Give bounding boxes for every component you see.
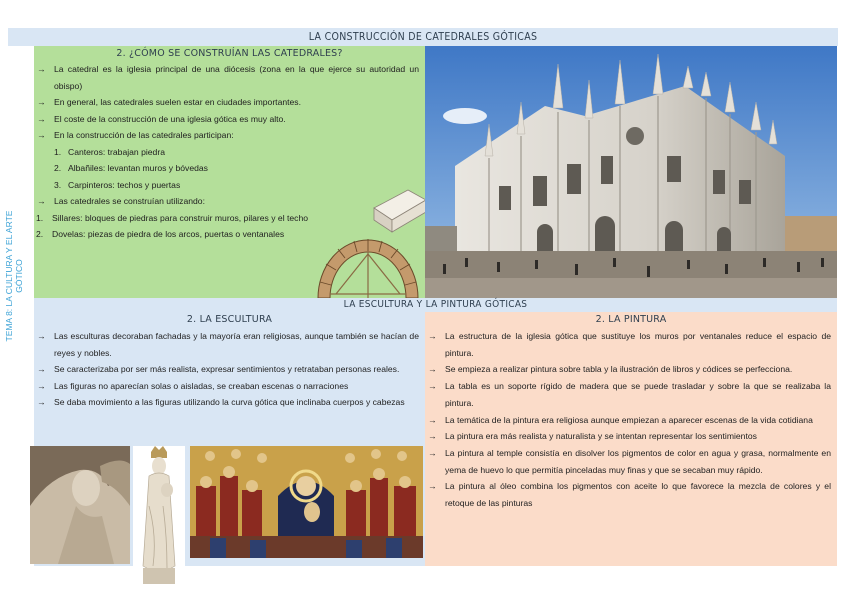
construction-title: 2. ¿CÓMO SE CONSTRUÍAN LAS CATEDRALES? (116, 48, 343, 59)
list-item: → La catedral es la iglesia principal de una diócesis (zona en la que ejerce su autoridad un obispo) (37, 64, 419, 91)
list-item: → En la construcción de las catedrales participan: (37, 130, 234, 140)
list-item: → La pintura era más realista y naturalista y se intentan representar los sentimientos (428, 431, 757, 442)
material-item: 2. Dovelas: piezas de piedra de los arcos, puertas o ventanales (36, 229, 285, 239)
list-item: → Las catedrales se construían utilizando: (37, 196, 205, 206)
list-item: → Se empieza a realizar pintura sobre tabla y la ilustración de libros y códices se perfecciona. (428, 364, 793, 375)
section-title-band (34, 298, 837, 312)
list-item: → La estructura de la iglesia gótica que sustituye los muros por ventanales reduce el espacio de pintura. (428, 331, 831, 358)
sculpture-title: 2. LA ESCULTURA (186, 314, 273, 325)
material-item: 1. Sillares: bloques de piedras para construir muros, pilares y el techo (36, 212, 309, 223)
page-title: LA CONSTRUCCIÓN DE CATEDRALES GÓTICAS (308, 31, 538, 43)
painting-title: 2. LA PINTURA (595, 314, 667, 325)
worker-item: 3. Carpinteros: techos y puertas (54, 179, 181, 190)
construction-panel (34, 46, 425, 298)
worker-item: 1. Canteros: trabajan piedra (54, 146, 165, 157)
list-item: → El coste de la construcción de una iglesia gótica es muy alto. (37, 113, 286, 124)
list-item: → Las esculturas decoraban fachadas y la mayoría eran religiosas, aunque también se hacían de reyes y nobles. (37, 331, 419, 358)
worker-item: 2. Albañiles: levantan muros y bóvedas (54, 163, 208, 173)
virgin-statue-image (133, 446, 185, 594)
section-title: LA ESCULTURA Y LA PINTURA GÓTICAS (343, 299, 528, 310)
sculpture-list (34, 328, 425, 411)
page-title-band (8, 28, 838, 46)
angel-sculpture-image (30, 446, 130, 564)
gothic-panel-painting-image (190, 446, 423, 558)
ashlar-block-image (370, 186, 428, 236)
voussoir-arch-image (314, 232, 422, 298)
construction-list (34, 61, 425, 243)
list-item: → La tabla es un soporte rígido de madera que se puede trasladar y sobre la que se realizaba la pintura. (428, 381, 831, 408)
list-item: → La temática de la pintura era religiosa aunque empiezan a aparecer escenas de la vida cotidiana (428, 414, 813, 425)
list-item: → Se daba movimiento a las figuras utilizando la curva gótica que inclinaba cuerpos y cabezas (37, 397, 405, 407)
list-item: → Las figuras no aparecían solas o aisladas, se creaban escenas o narraciones (37, 380, 349, 391)
list-item: → Se caracterizaba por ser más realista, expresar sentimientos y retrataban personas reales. (37, 364, 400, 374)
side-topic-label: TEMA 8: LA CULTURA Y EL ARTE GÓTICO (4, 210, 24, 342)
list-item: → La pintura al óleo combina los pigmentos con aceite lo que favorece la mezcla de colores y el retoque de las pinturas (428, 481, 831, 509)
list-item: → La pintura al temple consistía en disolver los pigmentos de color en agua y grasa, normalmente en yema de huevo lo que permitía pinceladas muy finas y que se secaban muy rápido. (428, 447, 831, 475)
list-item: → En general, las catedrales suelen estar en ciudades importantes. (37, 97, 301, 107)
milan-cathedral-photo (425, 46, 837, 298)
painting-list (425, 328, 837, 512)
painting-panel (425, 312, 837, 566)
